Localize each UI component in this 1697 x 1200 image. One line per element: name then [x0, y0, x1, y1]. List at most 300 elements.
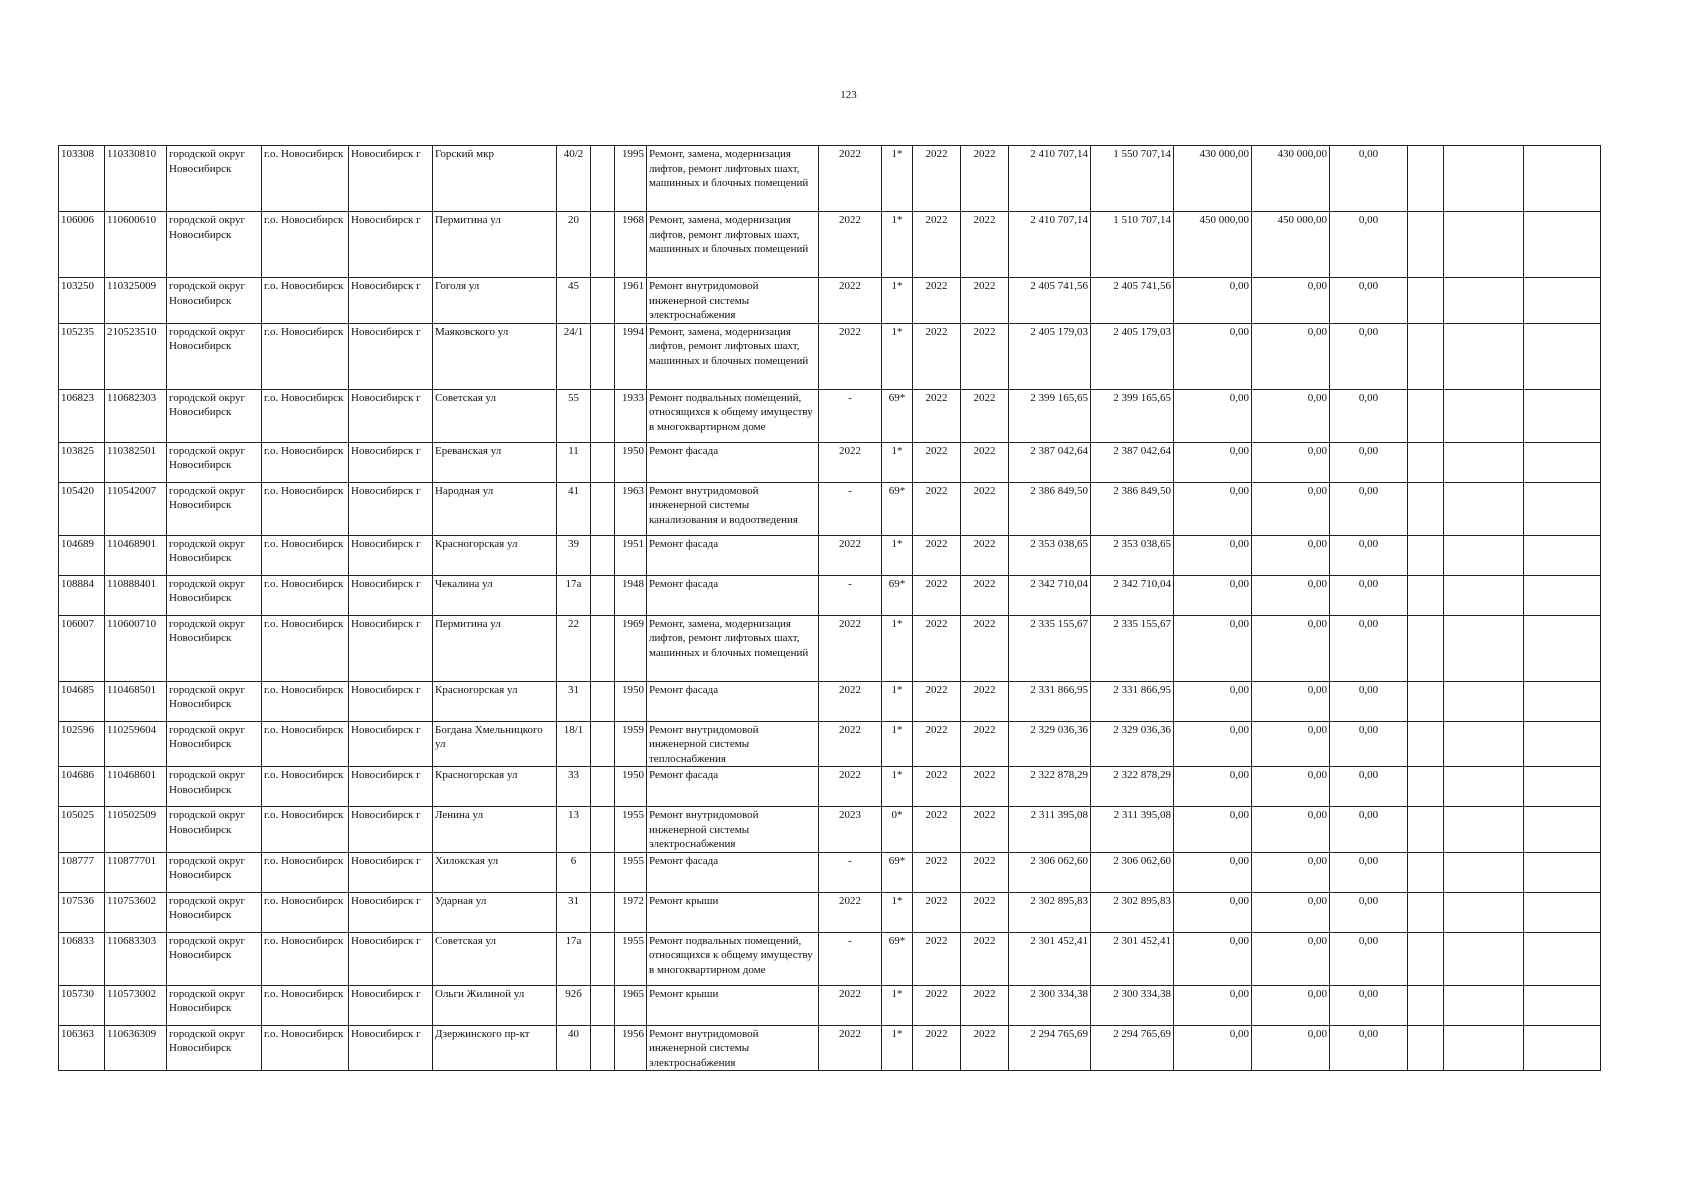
blank-cell — [591, 892, 615, 932]
period-start-year: 2022 — [913, 852, 961, 892]
empty-cell-1 — [1408, 575, 1444, 615]
funding-amount-2: 0,00 — [1252, 535, 1330, 575]
funding-amount-3: 0,00 — [1330, 1025, 1408, 1071]
empty-cell-3 — [1524, 892, 1601, 932]
empty-cell-2 — [1444, 323, 1524, 389]
work-type: Ремонт фасада — [647, 852, 819, 892]
work-type: Ремонт внутридомовой инженерной системы теплоснабжения — [647, 721, 819, 767]
period-start-year: 2022 — [913, 615, 961, 681]
blank-cell — [591, 535, 615, 575]
address-code: 110502509 — [105, 807, 167, 853]
build-year: 1951 — [615, 535, 647, 575]
total-cost: 2 353 038,65 — [1009, 535, 1091, 575]
table-row — [59, 852, 1601, 892]
blank-cell — [591, 212, 615, 278]
build-year: 1994 — [615, 323, 647, 389]
street-name: Пермитина ул — [433, 212, 557, 278]
empty-cell-1 — [1408, 1025, 1444, 1071]
row-id: 105420 — [59, 482, 105, 535]
total-cost: 2 301 452,41 — [1009, 932, 1091, 985]
total-cost: 2 335 155,67 — [1009, 615, 1091, 681]
blank-cell — [591, 323, 615, 389]
district-name: городской округ Новосибирск — [167, 985, 262, 1025]
build-year: 1959 — [615, 721, 647, 767]
build-year: 1972 — [615, 892, 647, 932]
address-code: 110636309 — [105, 1025, 167, 1071]
city-name: Новосибирск г — [349, 1025, 433, 1071]
district-name: городской округ Новосибирск — [167, 807, 262, 853]
empty-cell-3 — [1524, 482, 1601, 535]
house-number: 24/1 — [557, 323, 591, 389]
period-end-year: 2022 — [961, 985, 1009, 1025]
district-name: городской округ Новосибирск — [167, 1025, 262, 1071]
house-number: 92б — [557, 985, 591, 1025]
blank-cell — [591, 852, 615, 892]
priority-mark: 69* — [882, 482, 913, 535]
funding-amount-2: 0,00 — [1252, 278, 1330, 324]
street-name: Богдана Хмельницкого ул — [433, 721, 557, 767]
table-row — [59, 681, 1601, 721]
priority-mark: 1* — [882, 721, 913, 767]
funding-amount-1: 430 000,00 — [1174, 146, 1252, 212]
street-name: Ленина ул — [433, 807, 557, 853]
empty-cell-3 — [1524, 852, 1601, 892]
district-name: городской округ Новосибирск — [167, 767, 262, 807]
municipality-name: г.о. Новосибирск — [262, 721, 349, 767]
empty-cell-2 — [1444, 932, 1524, 985]
period-end-year: 2022 — [961, 807, 1009, 853]
address-code: 110382501 — [105, 442, 167, 482]
empty-cell-3 — [1524, 389, 1601, 442]
city-name: Новосибирск г — [349, 767, 433, 807]
table-row — [59, 767, 1601, 807]
table-row — [59, 615, 1601, 681]
empty-cell-1 — [1408, 212, 1444, 278]
empty-cell-2 — [1444, 721, 1524, 767]
funding-amount-1: 0,00 — [1174, 721, 1252, 767]
fund-amount: 2 387 042,64 — [1091, 442, 1174, 482]
municipality-name: г.о. Новосибирск — [262, 442, 349, 482]
municipality-name: г.о. Новосибирск — [262, 852, 349, 892]
empty-cell-1 — [1408, 535, 1444, 575]
funding-amount-1: 0,00 — [1174, 442, 1252, 482]
street-name: Красногорская ул — [433, 681, 557, 721]
total-cost: 2 399 165,65 — [1009, 389, 1091, 442]
planned-year: - — [819, 482, 882, 535]
period-start-year: 2022 — [913, 323, 961, 389]
city-name: Новосибирск г — [349, 442, 433, 482]
build-year: 1968 — [615, 212, 647, 278]
house-number: 20 — [557, 212, 591, 278]
city-name: Новосибирск г — [349, 892, 433, 932]
fund-amount: 2 300 334,38 — [1091, 985, 1174, 1025]
planned-year: 2022 — [819, 767, 882, 807]
table-row — [59, 932, 1601, 985]
empty-cell-3 — [1524, 278, 1601, 324]
funding-amount-2: 0,00 — [1252, 852, 1330, 892]
empty-cell-1 — [1408, 278, 1444, 324]
empty-cell-2 — [1444, 278, 1524, 324]
period-end-year: 2022 — [961, 278, 1009, 324]
municipality-name: г.о. Новосибирск — [262, 767, 349, 807]
city-name: Новосибирск г — [349, 852, 433, 892]
municipality-name: г.о. Новосибирск — [262, 389, 349, 442]
planned-year: 2023 — [819, 807, 882, 853]
empty-cell-1 — [1408, 807, 1444, 853]
total-cost: 2 294 765,69 — [1009, 1025, 1091, 1071]
period-start-year: 2022 — [913, 389, 961, 442]
address-code: 110330810 — [105, 146, 167, 212]
blank-cell — [591, 278, 615, 324]
city-name: Новосибирск г — [349, 575, 433, 615]
blank-cell — [591, 681, 615, 721]
planned-year: 2022 — [819, 892, 882, 932]
empty-cell-2 — [1444, 892, 1524, 932]
row-id: 105730 — [59, 985, 105, 1025]
funding-amount-3: 0,00 — [1330, 615, 1408, 681]
fund-amount: 2 342 710,04 — [1091, 575, 1174, 615]
row-id: 106823 — [59, 389, 105, 442]
municipality-name: г.о. Новосибирск — [262, 807, 349, 853]
municipality-name: г.о. Новосибирск — [262, 932, 349, 985]
period-start-year: 2022 — [913, 212, 961, 278]
total-cost: 2 302 895,83 — [1009, 892, 1091, 932]
district-name: городской округ Новосибирск — [167, 146, 262, 212]
table-row — [59, 807, 1601, 853]
funding-amount-2: 0,00 — [1252, 442, 1330, 482]
table-row — [59, 389, 1601, 442]
empty-cell-2 — [1444, 985, 1524, 1025]
fund-amount: 2 331 866,95 — [1091, 681, 1174, 721]
table-row — [59, 535, 1601, 575]
funding-amount-2: 0,00 — [1252, 985, 1330, 1025]
district-name: городской округ Новосибирск — [167, 389, 262, 442]
address-code: 110259604 — [105, 721, 167, 767]
work-type: Ремонт внутридомовой инженерной системы электроснабжения — [647, 1025, 819, 1071]
row-id: 106007 — [59, 615, 105, 681]
build-year: 1950 — [615, 442, 647, 482]
build-year: 1969 — [615, 615, 647, 681]
row-id: 107536 — [59, 892, 105, 932]
blank-cell — [591, 1025, 615, 1071]
empty-cell-3 — [1524, 615, 1601, 681]
build-year: 1955 — [615, 932, 647, 985]
period-end-year: 2022 — [961, 932, 1009, 985]
address-code: 110468501 — [105, 681, 167, 721]
empty-cell-3 — [1524, 767, 1601, 807]
house-number: 41 — [557, 482, 591, 535]
priority-mark: 1* — [882, 323, 913, 389]
planned-year: 2022 — [819, 146, 882, 212]
table-row — [59, 212, 1601, 278]
period-end-year: 2022 — [961, 212, 1009, 278]
funding-amount-3: 0,00 — [1330, 721, 1408, 767]
priority-mark: 1* — [882, 681, 913, 721]
fund-amount: 2 335 155,67 — [1091, 615, 1174, 681]
planned-year: 2022 — [819, 721, 882, 767]
period-end-year: 2022 — [961, 1025, 1009, 1071]
municipality-name: г.о. Новосибирск — [262, 482, 349, 535]
table-row — [59, 575, 1601, 615]
empty-cell-3 — [1524, 575, 1601, 615]
funding-amount-1: 0,00 — [1174, 1025, 1252, 1071]
funding-amount-2: 0,00 — [1252, 681, 1330, 721]
work-type: Ремонт, замена, модернизация лифтов, ремонт лифтовых шахт, машинных и блочных помещений — [647, 146, 819, 212]
funding-amount-1: 0,00 — [1174, 767, 1252, 807]
funding-amount-2: 0,00 — [1252, 1025, 1330, 1071]
street-name: Ольги Жилиной ул — [433, 985, 557, 1025]
row-id: 106833 — [59, 932, 105, 985]
period-end-year: 2022 — [961, 146, 1009, 212]
build-year: 1961 — [615, 278, 647, 324]
fund-amount: 2 405 741,56 — [1091, 278, 1174, 324]
address-code: 110468601 — [105, 767, 167, 807]
row-id: 103308 — [59, 146, 105, 212]
total-cost: 2 322 878,29 — [1009, 767, 1091, 807]
address-code: 110877701 — [105, 852, 167, 892]
build-year: 1933 — [615, 389, 647, 442]
funding-amount-2: 430 000,00 — [1252, 146, 1330, 212]
fund-amount: 1 550 707,14 — [1091, 146, 1174, 212]
house-number: 31 — [557, 681, 591, 721]
row-id: 103250 — [59, 278, 105, 324]
empty-cell-1 — [1408, 146, 1444, 212]
period-end-year: 2022 — [961, 852, 1009, 892]
house-number: 13 — [557, 807, 591, 853]
priority-mark: 1* — [882, 278, 913, 324]
work-type: Ремонт, замена, модернизация лифтов, ремонт лифтовых шахт, машинных и блочных помещений — [647, 323, 819, 389]
fund-amount: 2 301 452,41 — [1091, 932, 1174, 985]
row-id: 108777 — [59, 852, 105, 892]
period-end-year: 2022 — [961, 721, 1009, 767]
row-id: 105235 — [59, 323, 105, 389]
empty-cell-3 — [1524, 932, 1601, 985]
empty-cell-2 — [1444, 767, 1524, 807]
blank-cell — [591, 932, 615, 985]
funding-amount-1: 0,00 — [1174, 807, 1252, 853]
street-name: Красногорская ул — [433, 535, 557, 575]
house-number: 6 — [557, 852, 591, 892]
fund-amount: 2 405 179,03 — [1091, 323, 1174, 389]
period-end-year: 2022 — [961, 535, 1009, 575]
city-name: Новосибирск г — [349, 278, 433, 324]
street-name: Маяковского ул — [433, 323, 557, 389]
address-code: 110325009 — [105, 278, 167, 324]
period-end-year: 2022 — [961, 767, 1009, 807]
address-code: 110573002 — [105, 985, 167, 1025]
empty-cell-1 — [1408, 442, 1444, 482]
funding-amount-1: 0,00 — [1174, 535, 1252, 575]
empty-cell-3 — [1524, 323, 1601, 389]
house-number: 31 — [557, 892, 591, 932]
empty-cell-2 — [1444, 146, 1524, 212]
total-cost: 2 342 710,04 — [1009, 575, 1091, 615]
work-type: Ремонт фасада — [647, 575, 819, 615]
funding-amount-3: 0,00 — [1330, 482, 1408, 535]
table-row — [59, 985, 1601, 1025]
funding-amount-1: 0,00 — [1174, 892, 1252, 932]
municipality-name: г.о. Новосибирск — [262, 892, 349, 932]
row-id: 105025 — [59, 807, 105, 853]
empty-cell-1 — [1408, 852, 1444, 892]
table-row — [59, 892, 1601, 932]
district-name: городской округ Новосибирск — [167, 278, 262, 324]
district-name: городской округ Новосибирск — [167, 482, 262, 535]
district-name: городской округ Новосибирск — [167, 615, 262, 681]
period-start-year: 2022 — [913, 807, 961, 853]
fund-amount: 2 294 765,69 — [1091, 1025, 1174, 1071]
work-type: Ремонт фасада — [647, 767, 819, 807]
work-type: Ремонт подвальных помещений, относящихся к общему имуществу в многоквартирном доме — [647, 932, 819, 985]
funding-amount-2: 0,00 — [1252, 807, 1330, 853]
address-code: 110468901 — [105, 535, 167, 575]
funding-amount-2: 450 000,00 — [1252, 212, 1330, 278]
row-id: 104686 — [59, 767, 105, 807]
house-number: 40 — [557, 1025, 591, 1071]
planned-year: 2022 — [819, 212, 882, 278]
municipality-name: г.о. Новосибирск — [262, 575, 349, 615]
total-cost: 2 410 707,14 — [1009, 146, 1091, 212]
period-start-year: 2022 — [913, 1025, 961, 1071]
funding-amount-1: 0,00 — [1174, 932, 1252, 985]
funding-amount-3: 0,00 — [1330, 985, 1408, 1025]
work-type: Ремонт крыши — [647, 985, 819, 1025]
period-start-year: 2022 — [913, 278, 961, 324]
address-code: 110683303 — [105, 932, 167, 985]
empty-cell-1 — [1408, 389, 1444, 442]
street-name: Красногорская ул — [433, 767, 557, 807]
work-type: Ремонт подвальных помещений, относящихся к общему имуществу в многоквартирном доме — [647, 389, 819, 442]
empty-cell-3 — [1524, 442, 1601, 482]
total-cost: 2 306 062,60 — [1009, 852, 1091, 892]
priority-mark: 69* — [882, 389, 913, 442]
empty-cell-3 — [1524, 1025, 1601, 1071]
period-start-year: 2022 — [913, 892, 961, 932]
table-row — [59, 442, 1601, 482]
empty-cell-3 — [1524, 985, 1601, 1025]
table-row — [59, 323, 1601, 389]
work-type: Ремонт, замена, модернизация лифтов, ремонт лифтовых шахт, машинных и блочных помещений — [647, 212, 819, 278]
district-name: городской округ Новосибирск — [167, 442, 262, 482]
period-start-year: 2022 — [913, 575, 961, 615]
street-name: Чекалина ул — [433, 575, 557, 615]
funding-amount-3: 0,00 — [1330, 767, 1408, 807]
planned-year: 2022 — [819, 681, 882, 721]
work-type: Ремонт, замена, модернизация лифтов, ремонт лифтовых шахт, машинных и блочных помещений — [647, 615, 819, 681]
address-code: 110682303 — [105, 389, 167, 442]
funding-amount-2: 0,00 — [1252, 389, 1330, 442]
funding-amount-1: 0,00 — [1174, 985, 1252, 1025]
district-name: городской округ Новосибирск — [167, 852, 262, 892]
period-end-year: 2022 — [961, 681, 1009, 721]
priority-mark: 0* — [882, 807, 913, 853]
city-name: Новосибирск г — [349, 535, 433, 575]
table-row — [59, 482, 1601, 535]
house-number: 40/2 — [557, 146, 591, 212]
funding-amount-3: 0,00 — [1330, 535, 1408, 575]
funding-amount-3: 0,00 — [1330, 442, 1408, 482]
empty-cell-1 — [1408, 681, 1444, 721]
funding-amount-1: 0,00 — [1174, 278, 1252, 324]
empty-cell-3 — [1524, 146, 1601, 212]
total-cost: 2 300 334,38 — [1009, 985, 1091, 1025]
table-row — [59, 721, 1601, 767]
district-name: городской округ Новосибирск — [167, 892, 262, 932]
period-end-year: 2022 — [961, 575, 1009, 615]
build-year: 1948 — [615, 575, 647, 615]
municipality-name: г.о. Новосибирск — [262, 985, 349, 1025]
address-code: 110600710 — [105, 615, 167, 681]
priority-mark: 1* — [882, 892, 913, 932]
priority-mark: 1* — [882, 212, 913, 278]
city-name: Новосибирск г — [349, 615, 433, 681]
funding-amount-3: 0,00 — [1330, 932, 1408, 985]
total-cost: 2 405 741,56 — [1009, 278, 1091, 324]
fund-amount: 2 322 878,29 — [1091, 767, 1174, 807]
funding-amount-3: 0,00 — [1330, 807, 1408, 853]
street-name: Пермитина ул — [433, 615, 557, 681]
house-number: 39 — [557, 535, 591, 575]
funding-amount-3: 0,00 — [1330, 892, 1408, 932]
district-name: городской округ Новосибирск — [167, 323, 262, 389]
house-number: 18/1 — [557, 721, 591, 767]
row-id: 104685 — [59, 681, 105, 721]
municipality-name: г.о. Новосибирск — [262, 146, 349, 212]
planned-year: 2022 — [819, 278, 882, 324]
empty-cell-1 — [1408, 985, 1444, 1025]
house-number: 22 — [557, 615, 591, 681]
fund-amount: 2 386 849,50 — [1091, 482, 1174, 535]
priority-mark: 1* — [882, 1025, 913, 1071]
empty-cell-3 — [1524, 681, 1601, 721]
funding-amount-1: 0,00 — [1174, 323, 1252, 389]
house-number: 17а — [557, 932, 591, 985]
municipality-name: г.о. Новосибирск — [262, 278, 349, 324]
funding-amount-3: 0,00 — [1330, 146, 1408, 212]
total-cost: 2 331 866,95 — [1009, 681, 1091, 721]
period-end-year: 2022 — [961, 442, 1009, 482]
table-row — [59, 278, 1601, 324]
funding-amount-2: 0,00 — [1252, 932, 1330, 985]
total-cost: 2 311 395,08 — [1009, 807, 1091, 853]
empty-cell-2 — [1444, 575, 1524, 615]
empty-cell-1 — [1408, 721, 1444, 767]
period-start-year: 2022 — [913, 442, 961, 482]
empty-cell-3 — [1524, 535, 1601, 575]
municipality-name: г.о. Новосибирск — [262, 323, 349, 389]
funding-amount-3: 0,00 — [1330, 212, 1408, 278]
total-cost: 2 410 707,14 — [1009, 212, 1091, 278]
period-start-year: 2022 — [913, 146, 961, 212]
city-name: Новосибирск г — [349, 482, 433, 535]
funding-amount-3: 0,00 — [1330, 575, 1408, 615]
blank-cell — [591, 442, 615, 482]
city-name: Новосибирск г — [349, 681, 433, 721]
municipality-name: г.о. Новосибирск — [262, 1025, 349, 1071]
house-number: 45 — [557, 278, 591, 324]
funding-amount-1: 0,00 — [1174, 575, 1252, 615]
funding-amount-3: 0,00 — [1330, 278, 1408, 324]
street-name: Народная ул — [433, 482, 557, 535]
table-row — [59, 1025, 1601, 1071]
planned-year: 2022 — [819, 323, 882, 389]
house-number: 11 — [557, 442, 591, 482]
total-cost: 2 405 179,03 — [1009, 323, 1091, 389]
planned-year: 2022 — [819, 615, 882, 681]
municipality-name: г.о. Новосибирск — [262, 535, 349, 575]
city-name: Новосибирск г — [349, 985, 433, 1025]
funding-amount-2: 0,00 — [1252, 721, 1330, 767]
